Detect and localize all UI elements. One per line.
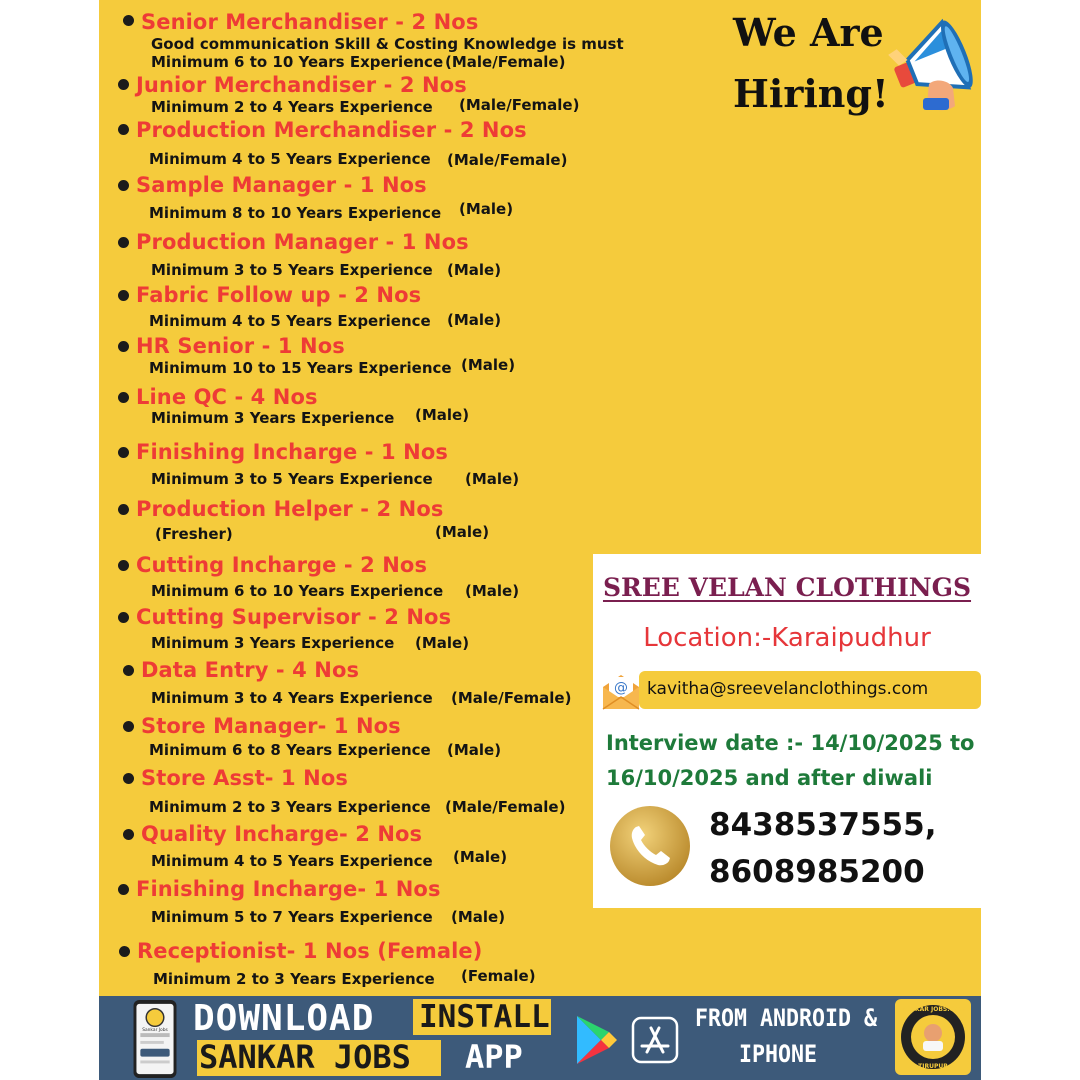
headline-line-1: We Are <box>733 10 884 55</box>
job-requirement: Minimum 3 to 5 Years Experience <box>151 470 433 488</box>
job-title: Production Manager - 1 Nos <box>136 230 469 254</box>
job-gender: (Male) <box>415 634 470 652</box>
job-requirement: Minimum 3 to 4 Years Experience <box>151 689 433 707</box>
job-title: Finishing Incharge- 1 Nos <box>136 877 441 901</box>
job-gender: (Male) <box>453 848 508 866</box>
job-title: Sample Manager - 1 Nos <box>136 173 427 197</box>
bullet-dot <box>123 773 134 784</box>
bullet-dot <box>118 180 129 191</box>
install-label: INSTALL <box>419 999 550 1035</box>
app-store-icon[interactable] <box>631 1016 679 1064</box>
bullet-dot <box>118 504 129 515</box>
job-gender: (Male/Female) <box>459 96 580 114</box>
job-title: Cutting Supervisor - 2 Nos <box>136 605 452 629</box>
job-requirement: Minimum 10 to 15 Years Experience <box>149 359 452 377</box>
google-play-icon[interactable] <box>573 1014 619 1066</box>
job-requirement: Minimum 4 to 5 Years Experience <box>151 852 433 870</box>
job-title: Store Asst- 1 Nos <box>141 766 348 790</box>
company-info-card <box>593 554 981 908</box>
email-envelope-icon <box>601 671 641 711</box>
bullet-dot <box>118 237 129 248</box>
badge-city: TIRUPUR <box>918 1063 948 1070</box>
bullet-dot <box>118 290 129 301</box>
job-gender: (Male) <box>447 261 502 279</box>
job-requirement: Minimum 3 Years Experience <box>151 409 395 427</box>
job-requirement: Minimum 6 to 10 Years Experience <box>151 582 444 600</box>
email-row <box>601 671 981 713</box>
hiring-headline <box>733 2 889 124</box>
bullet-dot <box>118 124 129 135</box>
megaphone-icon <box>887 14 981 114</box>
job-requirement: Minimum 2 to 3 Years Experience <box>153 970 435 988</box>
app-label: APP <box>465 1038 523 1076</box>
job-gender: (Male) <box>447 741 502 759</box>
job-requirement: Minimum 6 to 10 Years Experience <box>151 53 444 71</box>
job-title: Production Merchandiser - 2 Nos <box>136 118 527 142</box>
job-title: Finishing Incharge - 1 Nos <box>136 440 448 464</box>
bullet-dot <box>118 560 129 571</box>
job-title: Production Helper - 2 Nos <box>136 497 444 521</box>
job-requirement: Minimum 3 Years Experience <box>151 634 395 652</box>
job-requirement: Good communication Skill & Costing Knowledge is must <box>151 35 624 53</box>
job-title: Cutting Incharge - 2 Nos <box>136 553 428 577</box>
svg-text:@: @ <box>614 680 628 696</box>
headline-line-2: Hiring! <box>733 71 889 116</box>
company-name: SREE VELAN CLOTHINGS <box>602 573 972 602</box>
bullet-dot <box>123 829 134 840</box>
bullet-dot <box>118 392 129 403</box>
download-label: DOWNLOAD <box>193 998 375 1039</box>
job-title: Senior Merchandiser - 2 Nos <box>141 10 479 34</box>
badge-text: SANKAR JOBS.COM <box>901 1006 965 1013</box>
job-gender: (Male/Female) <box>445 798 566 816</box>
job-gender: (Female) <box>461 967 536 985</box>
job-requirement: Minimum 5 to 7 Years Experience <box>151 908 433 926</box>
bullet-dot <box>118 79 129 90</box>
phone-number-2[interactable]: 8608985200 <box>709 854 925 890</box>
job-requirement: Minimum 4 to 5 Years Experience <box>149 312 431 330</box>
job-title: Quality Incharge- 2 Nos <box>141 822 423 846</box>
sankar-jobs-badge-icon <box>895 999 971 1075</box>
job-gender: (Male/Female) <box>451 689 572 707</box>
job-gender: (Male) <box>465 470 520 488</box>
job-gender: (Male/Female) <box>445 53 566 71</box>
bullet-dot <box>118 447 129 458</box>
job-gender: (Male) <box>459 200 514 218</box>
job-requirement: Minimum 3 to 5 Years Experience <box>151 261 433 279</box>
bullet-dot <box>123 15 134 26</box>
bullet-dot <box>123 721 134 732</box>
platforms-line-1: FROM ANDROID & <box>695 1004 878 1032</box>
job-gender: (Male) <box>465 582 520 600</box>
job-requirement: Minimum 6 to 8 Years Experience <box>149 741 431 759</box>
job-requirement: Minimum 4 to 5 Years Experience <box>149 150 431 168</box>
job-requirement: Minimum 8 to 10 Years Experience <box>149 204 442 222</box>
job-gender: (Male) <box>451 908 506 926</box>
phone-icon <box>609 805 691 887</box>
phone-app-name: Sankar Jobs <box>142 1028 168 1034</box>
job-title: Junior Merchandiser - 2 Nos <box>136 73 467 97</box>
phone-numbers <box>709 802 936 896</box>
job-title: HR Senior - 1 Nos <box>136 334 345 358</box>
bullet-dot <box>118 341 129 352</box>
job-title: Store Manager- 1 Nos <box>141 714 401 738</box>
bullet-dot <box>123 665 134 676</box>
job-requirement: (Fresher) <box>155 525 233 543</box>
bullet-dot <box>118 884 129 895</box>
job-requirement: Minimum 2 to 4 Years Experience <box>151 98 433 116</box>
job-gender: (Male) <box>447 311 502 329</box>
job-title: Data Entry - 4 Nos <box>141 658 360 682</box>
phone-number-1[interactable]: 8438537555, <box>709 807 937 843</box>
hiring-poster <box>99 0 981 1080</box>
install-box <box>413 999 551 1035</box>
job-title: Fabric Follow up - 2 Nos <box>136 283 422 307</box>
job-title: Receptionist- 1 Nos (Female) <box>137 939 483 963</box>
bullet-dot <box>119 946 130 957</box>
job-gender: (Male) <box>415 406 470 424</box>
platforms-line-2: IPHONE <box>739 1040 818 1068</box>
sankar-jobs-label: SANKAR JOBS <box>199 1038 411 1076</box>
app-download-banner <box>99 996 981 1080</box>
interview-date: Interview date :- 14/10/2025 to 16/10/2025 and after diwali <box>606 731 975 790</box>
email-address[interactable]: kavitha@sreevelanclothings.com <box>647 679 929 699</box>
job-gender: (Male) <box>461 356 516 374</box>
job-gender: (Male/Female) <box>447 151 568 169</box>
sankar-jobs-box <box>197 1040 441 1076</box>
company-location: Location:-Karaipudhur <box>643 623 931 653</box>
job-gender: (Male) <box>435 523 490 541</box>
job-requirement: Minimum 2 to 3 Years Experience <box>149 798 431 816</box>
bullet-dot <box>118 612 129 623</box>
job-title: Line QC - 4 Nos <box>136 385 318 409</box>
mobile-phone-app-icon <box>127 998 183 1080</box>
